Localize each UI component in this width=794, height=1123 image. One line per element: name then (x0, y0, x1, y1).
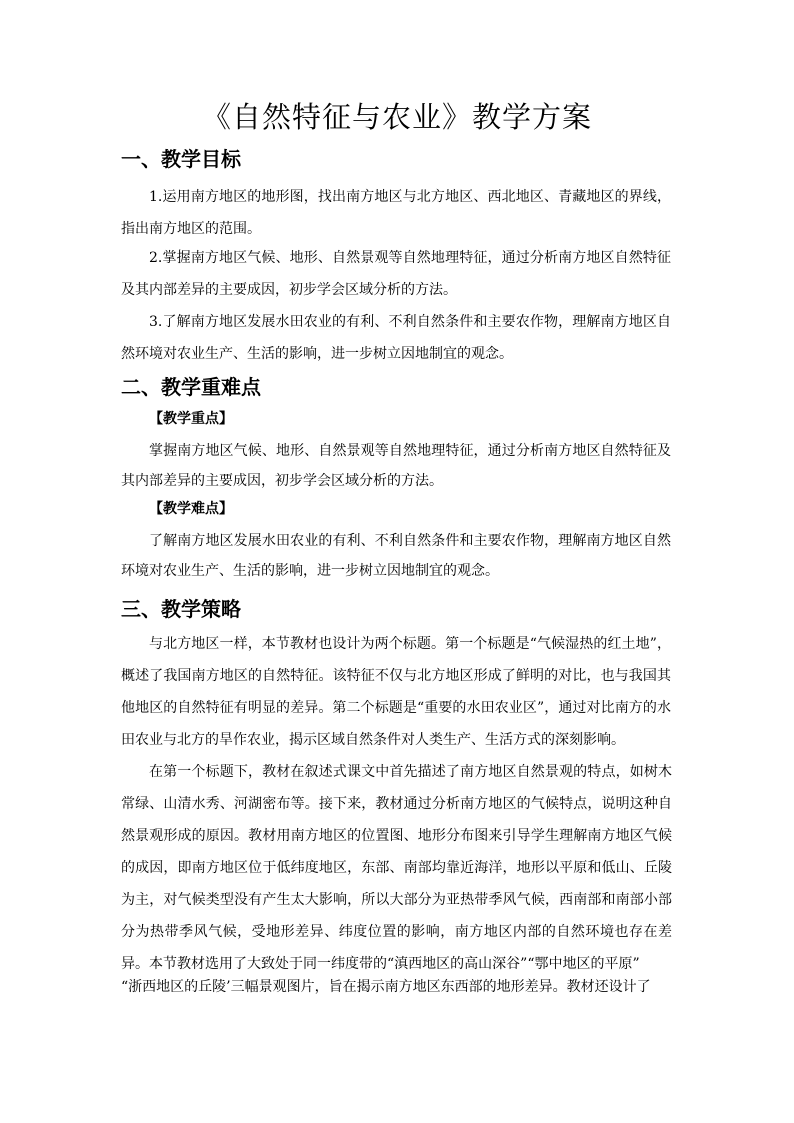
section-heading-key-difficult-points: 二、教学重难点 (121, 375, 261, 399)
goal-item-3: 3.了解南方地区发展水田农业的有利、不利自然条件和主要农作物，理解南方地区自然环境对农业生产、生活的影响，进一步树立因地制宜的观念。 (121, 314, 671, 362)
section-heading-teaching-strategy: 三、教学策略 (121, 597, 241, 621)
goal-item-2: 2.掌握南方地区气候、地形、自然景观等自然地理特征，通过分析南方地区自然特征及其内部差异的主要成因，初步学会区域分析的方法。 (121, 250, 671, 298)
difficult-point-label: 【教学难点】 (149, 501, 233, 517)
key-point-label: 【教学重点】 (149, 411, 233, 427)
strategy-paragraph-2: 在第一个标题下，教材在叙述式课文中首先描述了南方地区自然景观的特点，如树木常绿、山清水秀、河湖密布等。接下来，教材通过分析南方地区的气候特点，说明这种自然景观形成的原因。教材用南方地区的位置图、地形分布图来引导学生理解南方地区气候的成因，即南方地区位于低纬度地区，东部、南部均靠近海洋，地形以平原和低山、丘陵为主，对气候类型没有产生太大影响，所以大部分为亚热带季风气候，西南部和南部小部分为热带季风气候，受地形差异、纬度位置的影响，南方地区内部的自然环境也存在差异。本节教材选用了大致处于同一纬度带的“滇西地区的高山深谷”“鄂中地区的平原” (121, 764, 672, 972)
section-heading-teaching-goals: 一、教学目标 (121, 147, 241, 171)
goal-item-1: 1.运用南方地区的地形图，找出南方地区与北方地区、西北地区、青藏地区的界线，指出南方地区的范围。 (121, 189, 671, 237)
strategy-paragraph-1: 与北方地区一样，本节教材也设计为两个标题。第一个标题是“气候湿热的红土地”，概述了我国南方地区的自然特征。该特征不仅与北方地区形成了鲜明的对比，也与我国其他地区的自然特征有明显的差异。第二个标题是“重要的水田农业区”，通过对比南方的水田农业与北方的旱作农业，揭示区域自然条件对人类生产、生活方式的深刻影响。 (121, 636, 671, 748)
document-title: 《自然特征与农业》教学方案 (201, 100, 592, 134)
key-point-text: 掌握南方地区气候、地形、自然景观等自然地理特征，通过分析南方地区自然特征及其内部差异的主要成因，初步学会区域分析的方法。 (121, 443, 671, 489)
difficult-point-text: 了解南方地区发展水田农业的有利、不利自然条件和主要农作物，理解南方地区自然环境对农业生产、生活的影响，进一步树立因地制宜的观念。 (121, 533, 671, 579)
strategy-paragraph-continuation: “浙西地区的丘陵’三幅景观图片，旨在揭示南方地区东西部的地形差异。教材还设计了 (121, 979, 651, 995)
